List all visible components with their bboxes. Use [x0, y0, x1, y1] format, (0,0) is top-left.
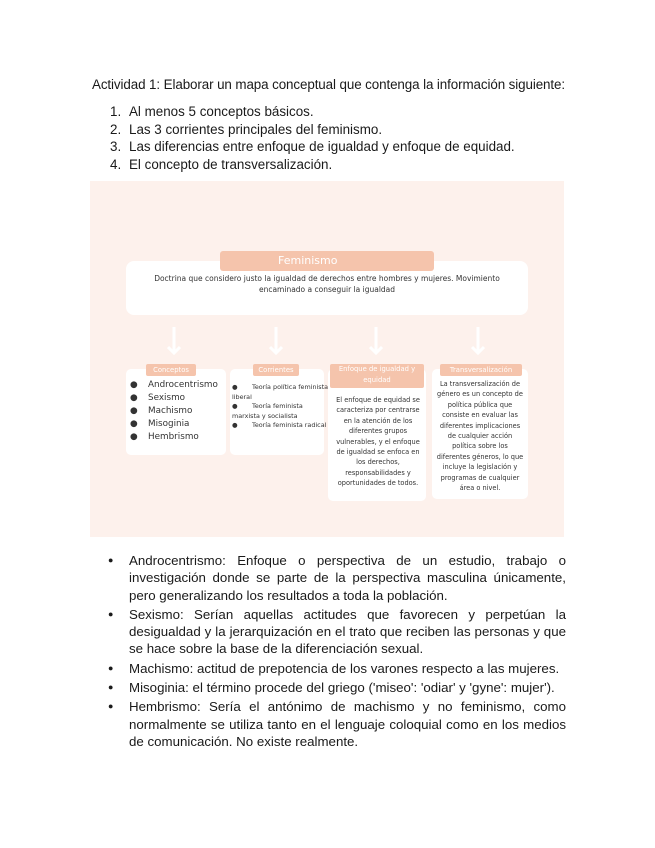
bullet-icon: ● [108, 555, 114, 565]
concepts-list [130, 379, 218, 444]
concepts-header: Conceptos [146, 364, 196, 376]
list-item [130, 379, 218, 392]
item-number: 3. [110, 139, 122, 154]
list-item [92, 121, 515, 139]
main-concept-title: Feminismo [220, 251, 434, 271]
list-item [108, 606, 566, 658]
transversalizacion-header: Transversalización [440, 364, 522, 376]
bullet-icon: ● [130, 432, 138, 442]
bullet-icon: ● [232, 421, 238, 429]
list-item [108, 679, 566, 696]
concept-label: Sexismo [148, 393, 186, 403]
definition-text: Androcentrismo: Enfoque o perspectiva de un estudio, trabajo o investigación donde se parte de la perspectiva masculina únicamente, pero generalizando los resultados a toda la población. [129, 553, 566, 603]
concept-label: Machismo [148, 406, 193, 416]
down-arrow-icon [471, 327, 485, 355]
definition-text: Machismo: actitud de prepotencia de los varones respecto a las mujeres. [129, 660, 560, 676]
bullet-icon: ● [108, 662, 114, 673]
item-text: El concepto de transversalización. [129, 156, 333, 172]
main-concept-definition [140, 273, 514, 295]
activity-title: Actividad 1: Elaborar un mapa conceptual que contenga la información siguiente: [92, 77, 565, 92]
bullet-icon: ● [130, 380, 138, 390]
definition-text: Misoginia: el término procede del griego ('miseo': 'odiar' y 'gyne': mujer'). [129, 680, 555, 696]
list-item [130, 405, 218, 418]
bullet-icon: ● [232, 402, 238, 410]
concept-map [90, 181, 564, 537]
list-item [130, 418, 218, 431]
bullet-icon: ● [108, 608, 114, 619]
list-item [92, 156, 515, 174]
list-item [108, 660, 566, 677]
list-item [108, 698, 566, 750]
list-item [92, 103, 515, 121]
item-text: Al menos 5 conceptos básicos. [129, 104, 314, 119]
enfoque-header: Enfoque de igualdad y equidad [330, 364, 424, 388]
list-item [130, 431, 218, 444]
down-arrow-icon [369, 327, 383, 355]
definitions-list [108, 552, 566, 752]
list-item [232, 421, 332, 431]
definition-line: encaminado a conseguir la igualdad [258, 285, 396, 294]
transversalizacion-text: La transversalización de género es un concepto de política pública que consiste en evaluar las diferentes implicaciones de cualquier acción política sobre los diferentes géneros, lo que incluye la legislación y programas de cualquier área o nivel. [436, 380, 524, 493]
corrientes-header: Corrientes [253, 364, 299, 376]
requirements-list [92, 103, 515, 173]
concept-label: Androcentrismo [148, 380, 218, 390]
bullet-icon: ● [108, 701, 114, 712]
down-arrow-icon [167, 327, 181, 355]
item-number: 4. [110, 156, 122, 172]
enfoque-text: El enfoque de equidad se caracteriza por centrarse en la atención de los diferentes grupos vulnerables, y el enfoque de igualdad se enfoca en los derechos, responsabilidades y oportunidades de todos. [336, 396, 420, 488]
list-item [108, 552, 566, 604]
bullet-icon: ● [130, 406, 138, 416]
item-text: Las diferencias entre enfoque de igualdad y enfoque de equidad. [129, 139, 515, 154]
corriente-label: Teoría feminista radical [252, 421, 327, 429]
list-item [232, 402, 332, 421]
bullet-icon: ● [130, 393, 138, 403]
bullet-icon: ● [130, 419, 138, 429]
corriente-label: Teoría política feminista liberal [232, 383, 329, 401]
list-item [232, 383, 332, 402]
item-number: 1. [110, 104, 122, 119]
definition-text: Sexismo: Serían aquellas actitudes que favorecen y perpetúan la desigualdad y la jerarquización en el trato que reciben las personas y que se hace sobre la base de la diferenciación sexual. [129, 606, 566, 657]
item-text: Las 3 corrientes principales del feminismo. [129, 121, 383, 137]
item-number: 2. [110, 121, 122, 137]
list-item [92, 138, 515, 156]
list-item [130, 392, 218, 405]
concept-label: Misoginia [148, 419, 190, 429]
definition-line: Doctrina que considero justo la igualdad de derechos entre hombres y mujeres. Movimiento [154, 274, 500, 283]
bullet-icon: ● [232, 383, 238, 391]
bullet-icon: ● [108, 682, 114, 693]
definition-text: Hembrismo: Sería el antónimo de machismo y no feminismo, como normalmente se utiliza tanto en el lenguaje coloquial como en los medios de comunicación. No existe realmente. [129, 699, 566, 749]
corrientes-list [232, 383, 332, 431]
down-arrow-icon [269, 327, 283, 355]
corriente-label: Teoría feminista marxista y socialista [232, 402, 303, 420]
concept-label: Hembrismo [148, 432, 199, 442]
